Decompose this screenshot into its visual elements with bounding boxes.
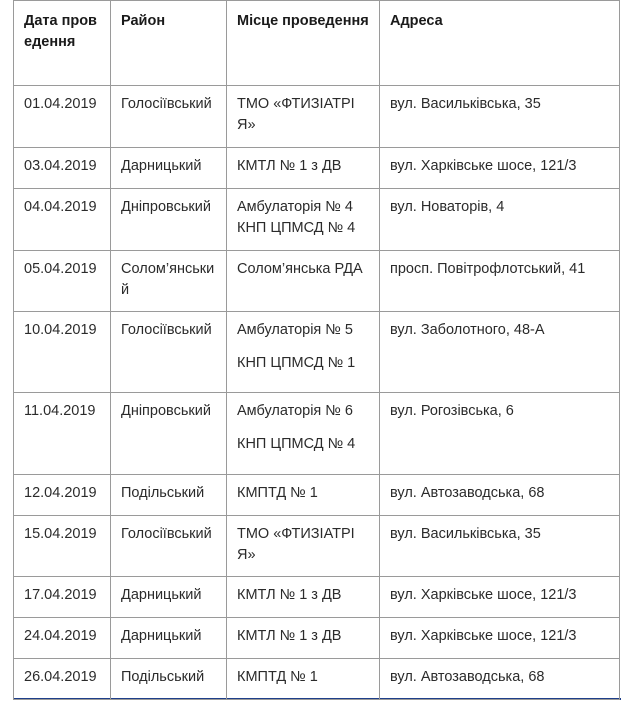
- place-line: КНП ЦПМСД № 1: [237, 355, 356, 371]
- cell-district: Голосіївський: [111, 86, 227, 148]
- schedule-table-container: [13, 0, 621, 700]
- place-line: Амбулаторія № 4: [237, 199, 353, 215]
- place-line: КМТЛ № 1 з ДВ: [237, 158, 342, 174]
- cell-district: Дніпровський: [111, 189, 227, 251]
- table-row: [14, 148, 620, 189]
- cell-date: 24.04.2019: [14, 618, 111, 659]
- place-line: КНП ЦПМСД № 4: [237, 436, 356, 452]
- cell-place: [227, 618, 380, 659]
- cell-district: Дарницький: [111, 577, 227, 618]
- cell-place: [227, 475, 380, 516]
- table-row: [14, 251, 620, 312]
- cell-date: 15.04.2019: [14, 516, 111, 577]
- table-row: [14, 659, 620, 700]
- cell-place: [227, 516, 380, 577]
- cell-address: вул. Васильківська, 35: [380, 516, 620, 577]
- cell-address: вул. Рогозівська, 6: [380, 393, 620, 475]
- place-line: Солом’янська РДА: [237, 261, 363, 277]
- cell-district: Голосіївський: [111, 516, 227, 577]
- cell-district: Голосіївський: [111, 312, 227, 393]
- table-row: [14, 577, 620, 618]
- cell-place: [227, 251, 380, 312]
- place-line: КМПТД № 1: [237, 669, 318, 685]
- cell-address: вул. Автозаводська, 68: [380, 659, 620, 700]
- place-line: Амбулаторія № 5: [237, 322, 353, 338]
- table-row: [14, 393, 620, 475]
- cell-address: вул. Харківське шосе, 121/3: [380, 577, 620, 618]
- header-district: Район: [111, 1, 227, 86]
- cell-date: 01.04.2019: [14, 86, 111, 148]
- cell-address: вул. Новаторів, 4: [380, 189, 620, 251]
- table-header-row: [14, 1, 620, 86]
- cell-place: [227, 393, 380, 475]
- cell-date: 03.04.2019: [14, 148, 111, 189]
- cell-place: [227, 189, 380, 251]
- place-line: КНП ЦПМСД № 4: [237, 220, 356, 236]
- place-line: ТМО «ФТИЗІАТРІЯ»: [237, 526, 355, 563]
- place-line: КМТЛ № 1 з ДВ: [237, 587, 342, 603]
- table-row: [14, 516, 620, 577]
- header-place: Місце проведення: [227, 1, 380, 86]
- cell-place: [227, 659, 380, 700]
- cell-address: вул. Васильківська, 35: [380, 86, 620, 148]
- cell-date: 04.04.2019: [14, 189, 111, 251]
- cell-district: Подільський: [111, 659, 227, 700]
- cell-address: вул. Харківське шосе, 121/3: [380, 618, 620, 659]
- cell-district: Дарницький: [111, 148, 227, 189]
- cell-address: вул. Заболотного, 48-А: [380, 312, 620, 393]
- table-row: [14, 86, 620, 148]
- cell-date: 17.04.2019: [14, 577, 111, 618]
- cell-address: просп. Повітрофлотський, 41: [380, 251, 620, 312]
- schedule-table: [13, 0, 620, 700]
- cell-date: 12.04.2019: [14, 475, 111, 516]
- place-line: КМПТД № 1: [237, 485, 318, 501]
- cell-date: 26.04.2019: [14, 659, 111, 700]
- table-row: [14, 189, 620, 251]
- cell-place: [227, 148, 380, 189]
- cell-place: [227, 312, 380, 393]
- cell-district: Солом’янський: [111, 251, 227, 312]
- table-row: [14, 312, 620, 393]
- cell-district: Дарницький: [111, 618, 227, 659]
- header-date: Дата проведення: [14, 1, 111, 86]
- cell-date: 11.04.2019: [14, 393, 111, 475]
- cell-place: [227, 577, 380, 618]
- cell-date: 10.04.2019: [14, 312, 111, 393]
- place-line: КМТЛ № 1 з ДВ: [237, 628, 342, 644]
- cell-place: [227, 86, 380, 148]
- table-row: [14, 475, 620, 516]
- cell-date: 05.04.2019: [14, 251, 111, 312]
- place-line: Амбулаторія № 6: [237, 403, 353, 419]
- cell-address: вул. Автозаводська, 68: [380, 475, 620, 516]
- place-line: ТМО «ФТИЗІАТРІЯ»: [237, 96, 355, 133]
- cell-address: вул. Харківське шосе, 121/3: [380, 148, 620, 189]
- cell-district: Дніпровський: [111, 393, 227, 475]
- header-address: Адреса: [380, 1, 620, 86]
- table-row: [14, 618, 620, 659]
- cell-district: Подільський: [111, 475, 227, 516]
